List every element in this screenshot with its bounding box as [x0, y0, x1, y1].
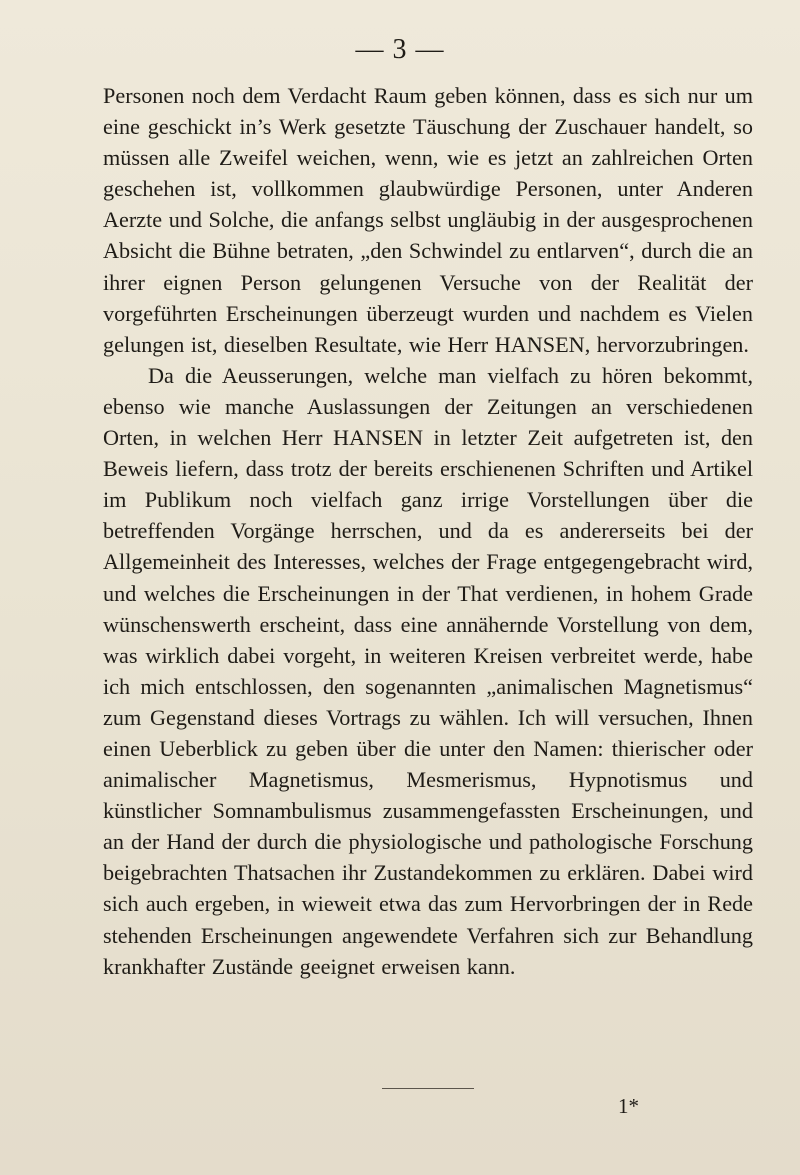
paragraph-2: Da die Aeusserungen, welche man vielfach zu hören bekommt, ebenso wie manche Auslassungen der Zeitungen an verschiedenen Orten, in welchen Herr HANSEN in letzter Zeit aufgetreten ist, den Beweis liefern, dass trotz der bereits erschienenen Schriften und Artikel im Publikum noch vielfach ganz irrige Vorstellungen über die betreffenden Vorgänge herrschen, und da es andererseits bei der Allgemeinheit des Interesses, welches der Frage entgegengebracht wird, und welches die Erscheinungen in der That verdienen, in hohem Grade wünschenswerth erscheint, dass eine annähernde Vorstellung von dem, was wirklich dabei vorgeht, in weiteren Kreisen verbreitet werde, habe ich mich entschlossen, den sogenannten „animalischen Magnetismus“ zum Gegenstand dieses Vortrags zu wählen. Ich will versuchen, Ihnen einen Ueberblick zu geben über die unter den Namen: thierischer oder animalischer Magnetismus, Mesmerismus, Hypnotismus und künstlicher Somnambulismus zusammengefassten Erscheinungen, und an der Hand der durch die physiologische und pathologische Forschung beigebrachten Thatsachen ihr Zustandekommen zu erklären. Dabei wird sich auch ergeben, in wieweit etwa das zum Hervorbringen der in Rede stehenden Erscheinungen angewendete Verfahren sich zur Behandlung krankhafter Zustände geeignet erweisen kann. [103, 362, 753, 979]
paragraph-1: Personen noch dem Verdacht Raum geben können, dass es sich nur um eine geschickt in’s Werk gesetzte Täuschung der Zuschauer handelt, so müssen alle Zweifel weichen, wenn, wie es jetzt an zahlreichen Orten geschehen ist, vollkommen glaubwürdige Personen, unter Anderen Aerzte und Solche, die anfangs selbst ungläubig in der ausgesprochenen Absicht die Bühne betraten, „den Schwindel zu entlarven“, durch die an ihrer eignen Person gelungenen Versuche von der Realität der vorgeführten Erscheinungen überzeugt wurden und nachdem es Vielen gelungen ist, dieselben Resultate, wie Herr HANSEN, hervorzubringen. [103, 83, 753, 357]
footnote-rule [382, 1088, 474, 1089]
signature-mark: 1* [618, 1094, 639, 1118]
page-number: — 3 — [355, 34, 445, 65]
body-text [103, 80, 753, 982]
